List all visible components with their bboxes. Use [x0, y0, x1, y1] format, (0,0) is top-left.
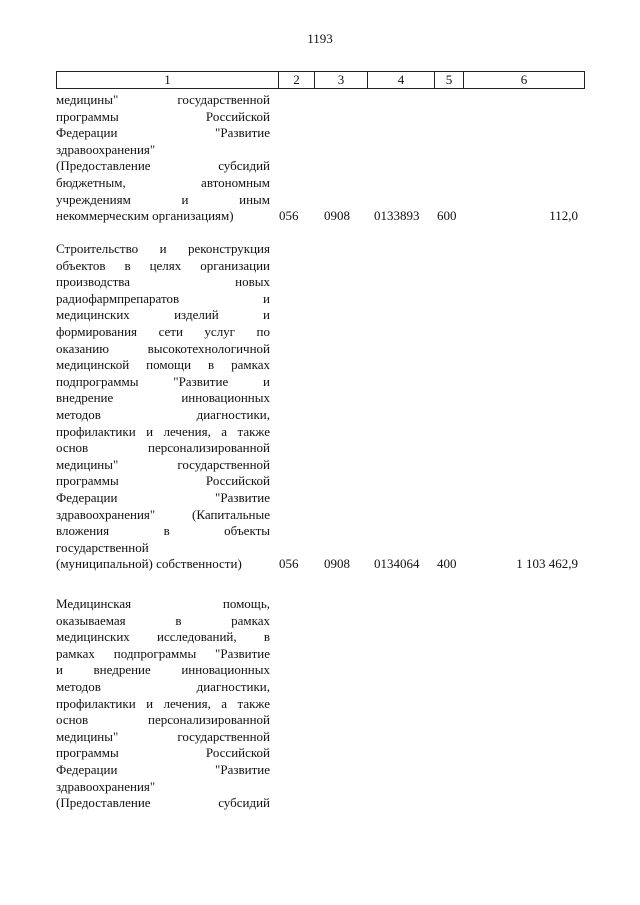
- description-line: государственной: [56, 539, 149, 555]
- section-code: 0908: [324, 556, 350, 572]
- header-col-5: 5: [434, 72, 463, 88]
- description-line: медицинских исследований, в: [56, 629, 270, 645]
- description-line: Федерации "Развитие: [56, 761, 270, 777]
- description-line: основ персонализированной: [56, 440, 270, 456]
- description-line: здравоохранения": [56, 141, 156, 157]
- description-line: производства новых: [56, 274, 270, 290]
- row-description: [56, 241, 270, 573]
- description-line: здравоохранения": [56, 778, 156, 794]
- description-line: методов диагностики,: [56, 406, 270, 422]
- header-col-1: 1: [164, 72, 171, 87]
- description-line: радиофармпрепаратов и: [56, 290, 270, 306]
- description-line: здравоохранения" (Капитальные: [56, 506, 270, 522]
- description-line: оказанию высокотехнологичной: [56, 340, 270, 356]
- description-line: программы Российской: [56, 745, 270, 761]
- description-line: медицины" государственной: [56, 728, 270, 744]
- description-line: (Предоставление субсидий: [56, 158, 270, 174]
- table-header-row: [56, 71, 585, 89]
- description-line: подпрограммы "Развитие и: [56, 373, 270, 389]
- description-line: внедрение инновационных: [56, 390, 270, 406]
- header-col-6: 6: [463, 72, 584, 88]
- description-line: медицинской помощи в рамках: [56, 357, 270, 373]
- description-line: профилактики и лечения, а также: [56, 423, 270, 439]
- description-line: Федерации "Развитие: [56, 125, 270, 141]
- header-col-4: 4: [367, 72, 434, 88]
- description-line: учреждениям и иным: [56, 191, 270, 207]
- amount: 112,0: [549, 208, 578, 224]
- ministry-code: 056: [279, 208, 299, 224]
- expense-type-code: 600: [437, 208, 457, 224]
- row-description: [56, 596, 270, 812]
- row-description: [56, 92, 270, 225]
- description-line: основ персонализированной: [56, 712, 270, 728]
- page-number: 1193: [307, 31, 333, 46]
- description-line: медицины" государственной: [56, 456, 270, 472]
- description-line: вложения в объекты: [56, 523, 270, 539]
- description-line: некоммерческим организациям): [56, 208, 234, 224]
- description-line: медицинских изделий и: [56, 307, 270, 323]
- header-col-3: 3: [314, 72, 367, 88]
- description-line: и внедрение инновационных: [56, 662, 270, 678]
- description-line: программы Российской: [56, 108, 270, 124]
- description-line: оказываемая в рамках: [56, 612, 270, 628]
- description-line: рамках подпрограммы "Развитие: [56, 645, 270, 661]
- target-item-code: 0133893: [374, 208, 420, 224]
- description-line: Медицинская помощь,: [56, 596, 270, 611]
- description-line: формирования сети услуг по: [56, 323, 270, 339]
- description-line: медицины" государственной: [56, 92, 270, 107]
- description-line: Строительство и реконструкция: [56, 241, 270, 256]
- target-item-code: 0134064: [374, 556, 420, 572]
- ministry-code: 056: [279, 556, 299, 572]
- description-line: бюджетным, автономным: [56, 174, 270, 190]
- description-line: (Предоставление субсидий: [56, 795, 270, 811]
- description-line: программы Российской: [56, 473, 270, 489]
- description-line: объектов в целях организации: [56, 257, 270, 273]
- header-col-2: 2: [278, 72, 314, 88]
- description-line: (муниципальной) собственности): [56, 556, 242, 572]
- description-line: Федерации "Развитие: [56, 489, 270, 505]
- amount: 1 103 462,9: [516, 556, 578, 572]
- expense-type-code: 400: [437, 556, 457, 572]
- description-line: профилактики и лечения, а также: [56, 695, 270, 711]
- section-code: 0908: [324, 208, 350, 224]
- description-line: методов диагностики,: [56, 678, 270, 694]
